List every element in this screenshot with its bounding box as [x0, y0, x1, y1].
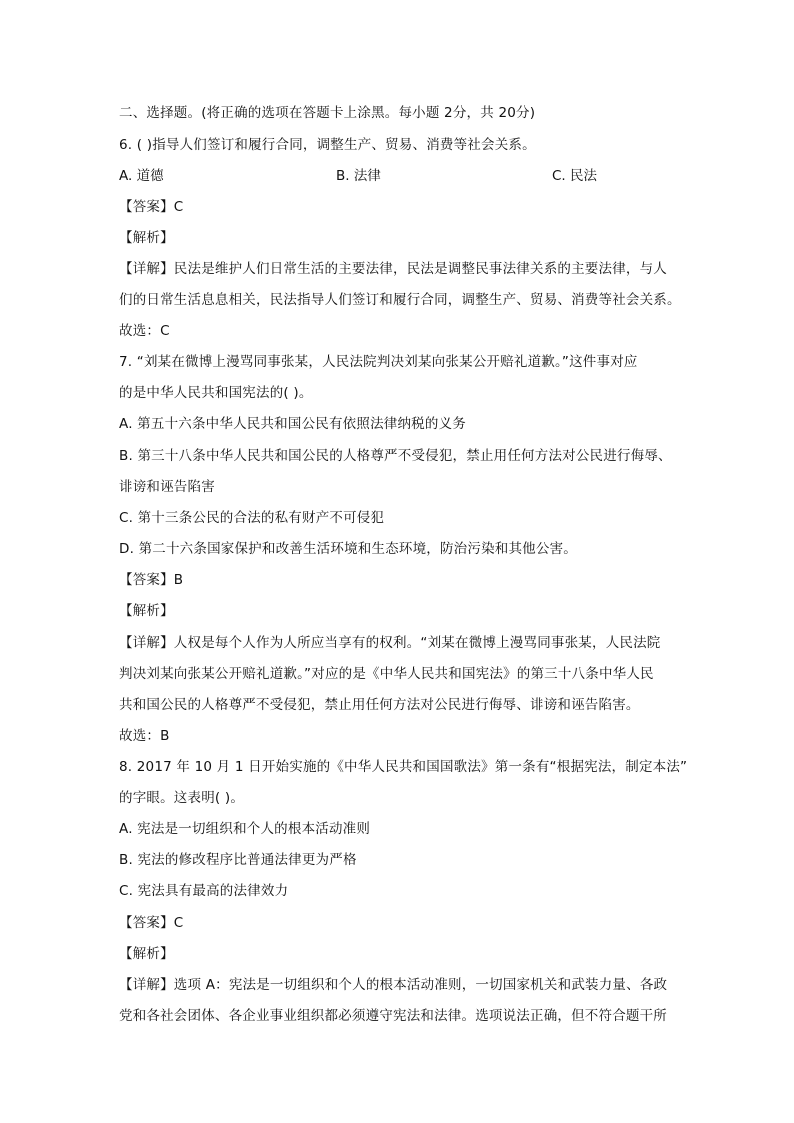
q8-detail-line-2: 党和各社会团体、各企业事业组织都必须遵守宪法和法律。选项说法正确，但不符合题干所: [119, 1008, 667, 1024]
q6-analysis: 【解析】: [119, 230, 174, 246]
q8-stem-line-2: 的字眼。这表明( )。: [119, 790, 245, 806]
q6-detail-line-2: 们的日常生活息息相关，民法指导人们签订和履行合同，调整生产、贸易、消费等社会关系。: [119, 292, 681, 308]
q8-answer: 【答案】C: [119, 915, 184, 931]
q7-option-b-line-2: 诽谤和诬告陷害: [119, 479, 215, 495]
q7-detail-line-1: 【详解】人权是每个人作为人所应当享有的权利。“刘某在微博上漫骂同事张某，人民法院: [119, 635, 661, 651]
q8-option-b: B. 宪法的修改程序比普通法律更为严格: [119, 852, 357, 868]
q7-detail-line-2: 判决刘某向张某公开赔礼道歉。”对应的是《中华人民共和国宪法》的第三十八条中华人民: [119, 666, 654, 682]
q6-choice: 故选：C: [119, 323, 170, 339]
q7-detail-line-3: 共和国公民的人格尊严不受侵犯，禁止用任何方法对公民进行侮辱、诽谤和诬告陷害。: [119, 697, 640, 713]
q8-option-a: A. 宪法是一切组织和个人的根本活动准则: [119, 821, 371, 837]
q7-option-c: C. 第十三条公民的合法的私有财产不可侵犯: [119, 510, 385, 526]
q7-option-d: D. 第二十六条国家保护和改善生活环境和生态环境，防治污染和其他公害。: [119, 541, 577, 557]
q7-option-b-line-1: B. 第三十八条中华人民共和国公民的人格尊严不受侵犯，禁止用任何方法对公民进行侮辱、: [119, 448, 672, 464]
q6-stem: 6. ( )指导人们签订和履行合同，调整生产、贸易、消费等社会关系。: [119, 137, 536, 153]
q7-analysis: 【解析】: [119, 603, 174, 619]
q8-detail-line-1: 【详解】选项 A：宪法是一切组织和个人的根本活动准则，一切国家机关和武装力量、各政: [119, 977, 668, 993]
q7-answer: 【答案】B: [119, 572, 184, 588]
section-heading: 二、选择题。(将正确的选项在答题卡上涂黑。每小题 2分，共 20分): [119, 105, 536, 121]
q7-stem-line-2: 的是中华人民共和国宪法的( )。: [119, 385, 313, 401]
q7-stem-line-1: 7. “刘某在微博上漫骂同事张某，人民法院判决刘某向张某公开赔礼道歉。”这件事对应: [119, 354, 638, 370]
q6-option-b: B. 法律: [336, 168, 381, 184]
q6-option-a: A. 道德: [119, 168, 164, 184]
q6-detail-line-1: 【详解】民法是维护人们日常生活的主要法律，民法是调整民事法律关系的主要法律，与人: [119, 261, 667, 277]
q7-option-a: A. 第五十六条中华人民共和国公民有依照法律纳税的义务: [119, 416, 466, 432]
q6-answer: 【答案】C: [119, 199, 184, 215]
q8-stem-line-1: 8. 2017 年 10 月 1 日开始实施的《中华人民共和国国歌法》第一条有“根据宪法，制定本法”: [119, 759, 688, 775]
q8-analysis: 【解析】: [119, 946, 174, 962]
q7-choice: 故选：B: [119, 728, 170, 744]
q8-option-c: C. 宪法具有最高的法律效力: [119, 883, 289, 899]
q6-option-c: C. 民法: [552, 168, 598, 184]
